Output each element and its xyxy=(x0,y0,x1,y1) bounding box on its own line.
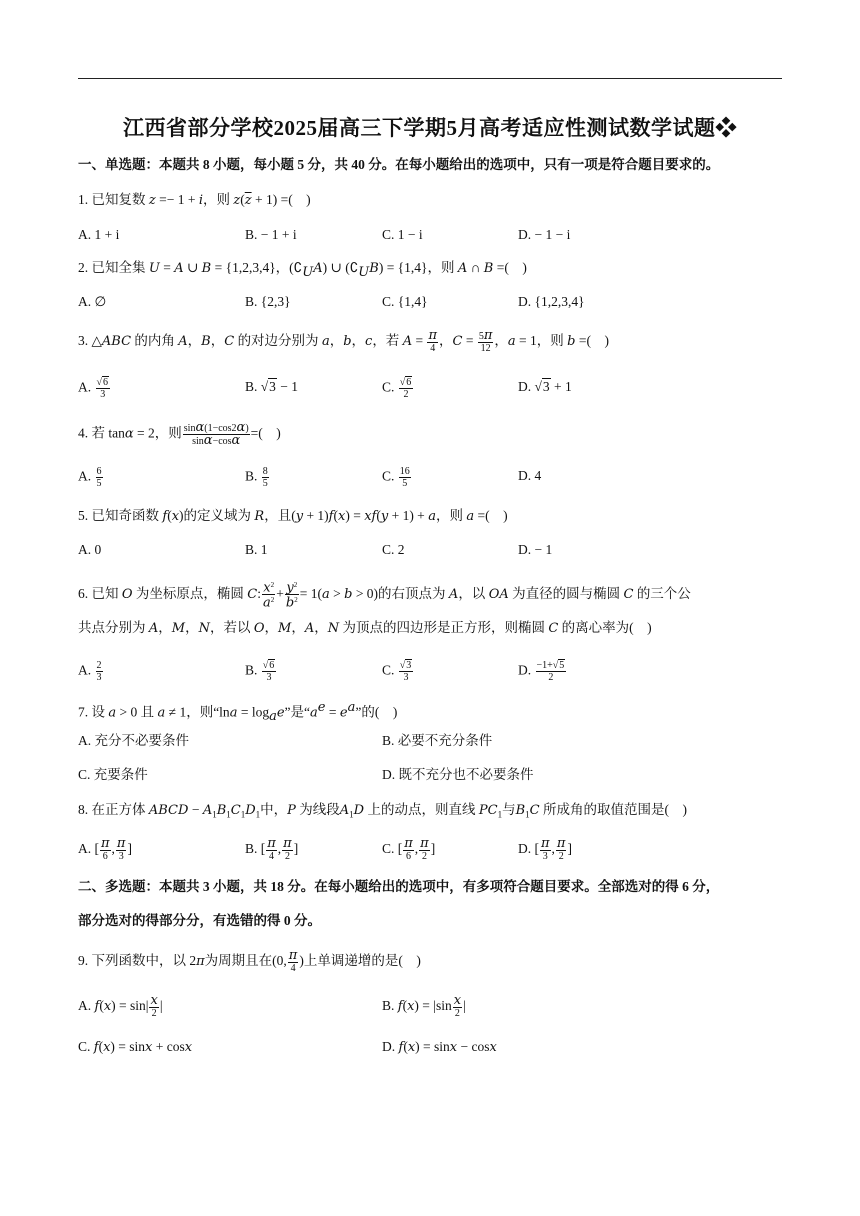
question-6-option-b: B. $\frac{√6}{3}$ xyxy=(245,660,275,683)
question-9-stem: 9. 下列函数中，以 2π为周期且在(0, $\frac{\pi}{4}$ )上单调递增的是( ) xyxy=(78,948,421,974)
question-7-stem: 7. 设 a > 0 且 a ≠ 1，则“$\ln a = \log_ae$”是“$a^e = e^a$”的( ) xyxy=(78,700,398,725)
question-5-option-d: D. − 1 xyxy=(518,542,553,557)
question-4-option-a: A. $\frac{6}{5}$ xyxy=(78,466,102,489)
question-6-option-c: C. $\frac{√3}{3}$ xyxy=(382,660,412,683)
question-6-stem-line2: 共点分别为 A，M，N，若以 O，M，A，N 为顶点的四边形是正方形，则椭圆 C 的离心率为( ) xyxy=(78,620,652,636)
question-8-option-c: C. [ $\frac{\pi}{6}$ , $\frac{\pi}{2}$ ] xyxy=(382,836,436,862)
question-7-option-d: D. 既不充分也不必要条件 xyxy=(382,767,534,782)
question-5-option-a: A. 0 xyxy=(78,542,102,557)
question-8-stem: 8. 在正方体 ABCD − $A_1B_1C_1D_1$中，P 为线段$A_1D$ 上的动点，则直线 $PC_1$与$B_1C$ 所成角的取值范围是( ) xyxy=(78,802,687,820)
question-7-option-c: C. 充要条件 xyxy=(78,767,148,782)
question-9-option-d: D. f(x) = sinx − cosx xyxy=(382,1039,497,1055)
question-4-option-b: B. $\frac{8}{5}$ xyxy=(245,466,268,489)
question-6-option-a: A. $\frac{2}{3}$ xyxy=(78,660,102,683)
header-rule xyxy=(78,78,782,79)
question-5-option-c: C. 2 xyxy=(382,542,405,557)
question-4-option-c: C. $\frac{16}{5}$ xyxy=(382,466,410,489)
question-8-option-d: D. [ $\frac{\pi}{3}$ , $\frac{\pi}{2}$ ] xyxy=(518,836,572,862)
section-2-heading: 二、多选题：本题共 3 小题，共 18 分。在每小题给出的选项中，有多项符合题目要求。全部选对的得 6 分， xyxy=(78,879,720,894)
question-6-option-d: D. $\frac{-1+√5}{2}$ xyxy=(518,660,565,683)
question-5-stem: 5. 已知奇函数 f(x)的定义域为 R，且(y + 1)f(x) = xf(y + 1) + a，则 a =( ) xyxy=(78,508,508,524)
question-4-option-d: D. 4 xyxy=(518,468,542,483)
question-2-option-c: C. {1,4} xyxy=(382,294,428,309)
question-3-option-a: A. $\frac{√6}{3}$ xyxy=(78,377,108,400)
question-8-option-a: A. [ $\frac{\pi}{6}$ , $\frac{\pi}{3}$ ] xyxy=(78,836,132,862)
question-6-stem: 6. 已知 O 为坐标原点，椭圆 C: $\frac{x^2}{a^2}$ + $\frac{y^2}{b^2}$ = 1(a > b > 0)的右顶点为 A，以 OA 为直径的圆与椭圆 C 的三个公 xyxy=(78,580,691,611)
section-1-heading: 一、单选题：本题共 8 小题，每小题 5 分，共 40 分。在每小题给出的选项中，只有一项是符合题目要求的。 xyxy=(78,157,720,172)
question-1-option-c: C. 1 − i xyxy=(382,227,423,242)
question-1-option-a: A. 1 + i xyxy=(78,227,120,242)
question-4-stem: 4. 若 tanα = 2，则 $\frac{\sin\alpha(1-\cos 2\alpha)}{\sin\alpha-\cos\alpha}$ =( ) xyxy=(78,420,281,448)
question-3-option-b: B. √3 − 1 xyxy=(245,379,299,394)
question-5-option-b: B. 1 xyxy=(245,542,268,557)
question-3-stem: 3. △ABC 的内角 A，B，C 的对边分别为 a，b，c，若 A = $\frac{\pi}{4}$ ，C = $\frac{5\pi}{12}$ ，a = 1，则 b =( ) xyxy=(78,328,609,354)
page-title: 江西省部分学校2025届高三下学期5月高考适应性测试数学试题❖ xyxy=(123,116,737,140)
question-8-option-b: B. [ $\frac{\pi}{4}$ , $\frac{\pi}{2}$ ] xyxy=(245,836,299,862)
question-2-option-d: D. {1,2,3,4} xyxy=(518,294,585,309)
question-1-option-d: D. − 1 − i xyxy=(518,227,571,242)
question-1-option-b: B. − 1 + i xyxy=(245,227,297,242)
question-1-stem: 1. 已知复数 z =− 1 + i，则 $z(\overline{z} + 1)$ =( ) xyxy=(78,192,311,208)
question-3-option-c: C. $\frac{√6}{2}$ xyxy=(382,377,412,400)
question-2-option-a: A. ∅ xyxy=(78,294,107,309)
section-2-heading-line2: 部分选对的得部分分，有选错的得 0 分。 xyxy=(78,913,321,928)
question-3-option-d: D. √3 + 1 xyxy=(518,379,572,394)
question-9-option-c: C. f(x) = sinx + cosx xyxy=(78,1039,193,1055)
question-2-stem: 2. 已知全集 U = A ∪ B = {1,2,3,4}，$(∁_UA)$ ∪ $(∁_UB) = \{1,4\}$，则 A ∩ B =( ) xyxy=(78,260,527,280)
question-2-option-b: B. {2,3} xyxy=(245,294,291,309)
question-7-option-b: B. 必要不充分条件 xyxy=(382,733,493,748)
question-9-option-a: A. f(x) = sin| $\frac{x}{2}$ | xyxy=(78,993,163,1019)
question-7-option-a: A. 充分不必要条件 xyxy=(78,733,189,748)
question-9-option-b: B. f(x) = |sin $\frac{x}{2}$ | xyxy=(382,993,466,1019)
